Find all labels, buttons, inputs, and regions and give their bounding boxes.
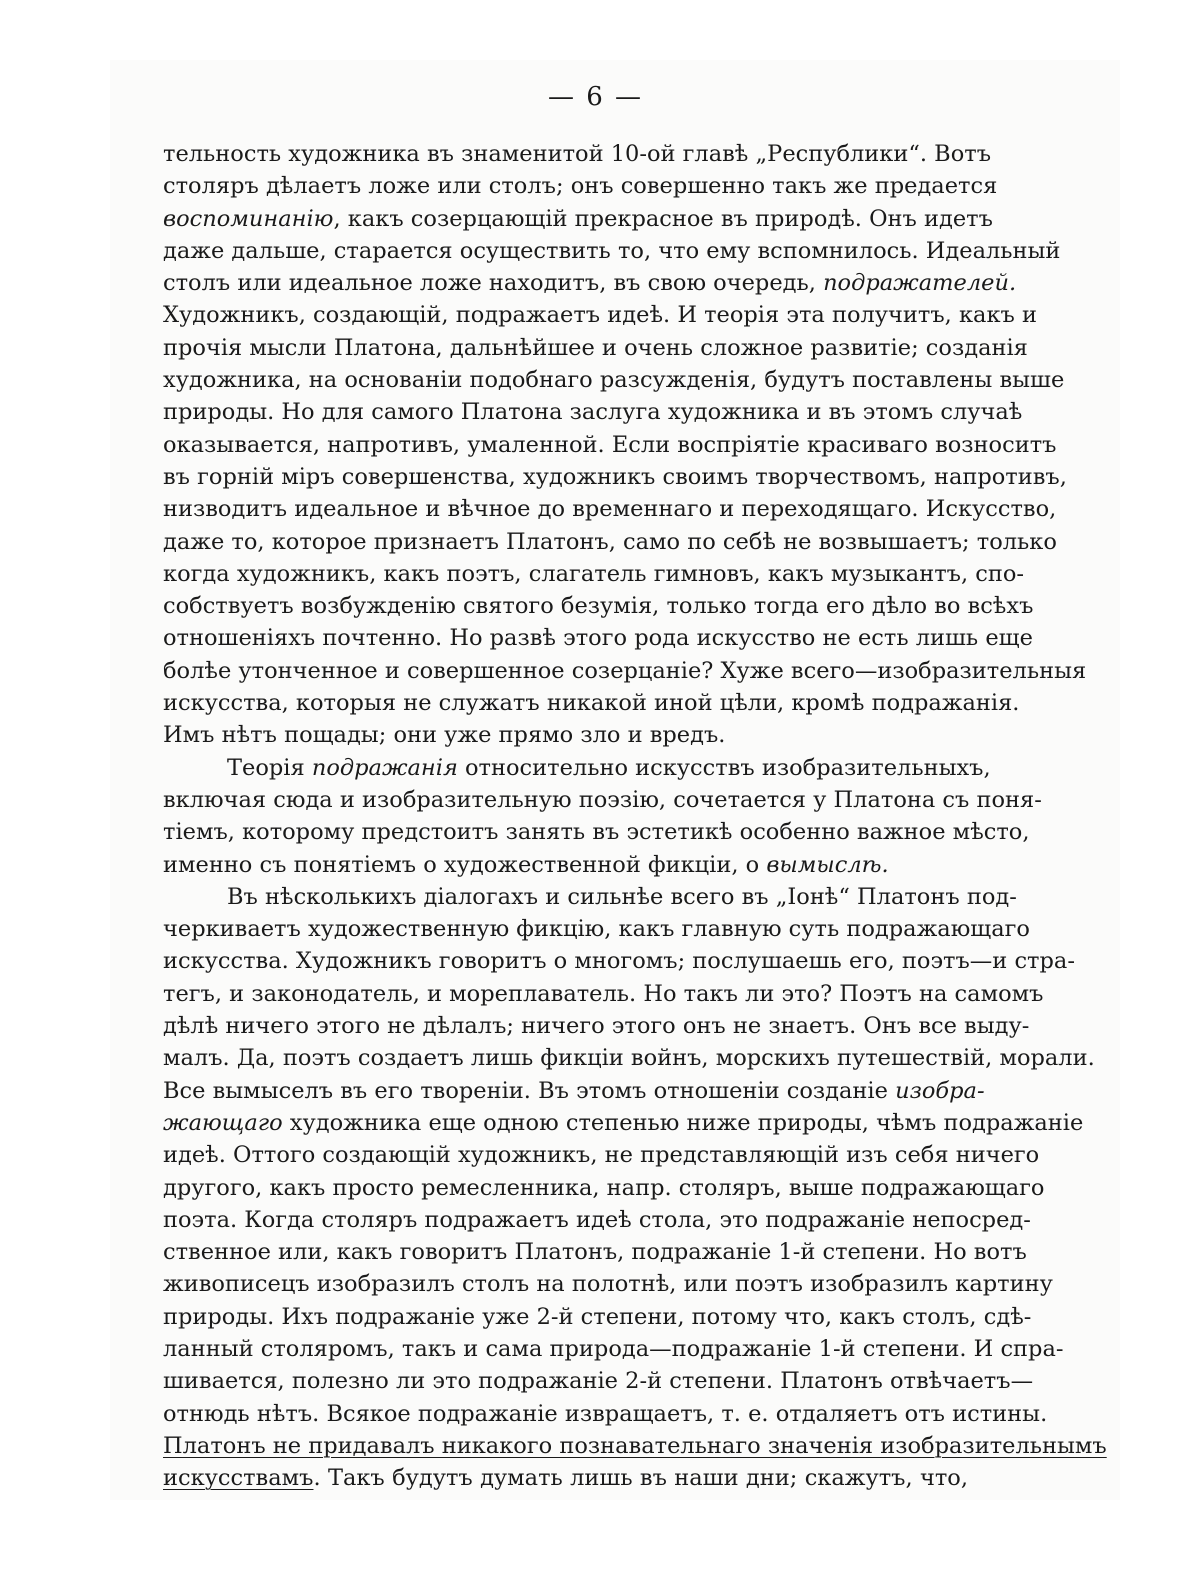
text-line — [163, 978, 1044, 1010]
text-line — [163, 493, 1057, 525]
line-text: художника, на основаніи подобнаго разсужденія, будутъ поставлены выше — [163, 367, 1065, 394]
line-text: малъ. Да, поэтъ создаетъ лишь фикціи войнъ, морскихъ путешествій, морали. — [163, 1045, 1095, 1072]
line-text: ланный столяромъ, такъ и сама природа—подражаніе 1-й степени. И спра- — [163, 1335, 1064, 1362]
text-line — [163, 913, 1030, 945]
text-line — [163, 1010, 1030, 1042]
line-text: Художникъ, создающій, подражаетъ идеѣ. И теорія эта получитъ, какъ и — [163, 302, 1037, 329]
text-line — [163, 526, 1057, 558]
line-text: искусства, которыя не служатъ никакой иной цѣли, кромѣ подражанія. — [163, 690, 1020, 717]
text-line — [163, 1430, 1107, 1462]
text-line — [163, 655, 1087, 687]
text-line — [163, 752, 991, 784]
text-line — [163, 1075, 985, 1107]
line-text: черкиваетъ художественную фикцію, какъ главную суть подражающаго — [163, 916, 1030, 943]
italic-text: вымыслѣ. — [766, 851, 889, 878]
line-text: шивается, полезно ли это подражаніе 2-й степени. Платонъ отвѣчаетъ— — [163, 1368, 1034, 1395]
text-line — [163, 170, 998, 202]
italic-text: подражанія — [311, 754, 458, 781]
text-line — [163, 1042, 1095, 1074]
text-line — [163, 719, 968, 751]
line-text: Въ нѣсколькихъ діалогахъ и сильнѣе всего въ „Іонѣ“ Платонъ под- — [227, 883, 1017, 910]
page-number: — 6 — — [547, 82, 644, 112]
underlined-text: искусствамъ — [163, 1465, 314, 1492]
line-text: относительно искусствъ изобразительныхъ, — [457, 754, 991, 781]
line-text: даже дальше, старается осуществить то, что ему вспомнилось. Идеальный — [163, 237, 1061, 264]
line-text: природы. Но для самого Платона заслуга художника и въ этомъ случаѣ — [163, 399, 1023, 426]
text-line — [163, 364, 1065, 396]
line-text: Платонъ не придавалъ никакого познавательнаго значенія изобразительнымъ — [163, 1432, 1107, 1459]
line-text: болѣе утонченное и совершенное созерцаніе? Хуже всего—изобразительныя — [163, 657, 1087, 684]
text-line — [163, 1398, 1048, 1430]
text-line — [163, 396, 1023, 428]
text-line — [163, 590, 1034, 622]
line-text: Все вымыселъ въ его твореніи. Въ этомъ отношеніи созданіе — [163, 1077, 896, 1104]
line-text: именно съ понятіемъ о художественной фикціи, о — [163, 851, 767, 878]
line-text: когда художникъ, какъ поэтъ, слагатель гимновъ, какъ музыкантъ, спо- — [163, 560, 1025, 587]
text-line — [163, 1172, 1045, 1204]
line-text: отнюдь нѣтъ. Всякое подражаніе извращаетъ, т. е. отдаляетъ отъ истины. — [163, 1400, 1048, 1427]
line-text: живописецъ изобразилъ столъ на полотнѣ, или поэтъ изобразилъ картину — [163, 1271, 1053, 1298]
line-text: природы. Ихъ подражаніе уже 2-й степени, потому что, какъ столъ, сдѣ- — [163, 1303, 1032, 1330]
text-line — [163, 1236, 1027, 1268]
line-text: . Такъ будутъ думать лишь въ наши дни; скажутъ, что, — [313, 1465, 968, 1492]
text-line — [163, 1301, 1032, 1333]
line-text: другого, какъ просто ремесленника, напр. столяръ, выше подражающаго — [163, 1174, 1045, 1201]
text-line — [163, 203, 993, 235]
text-line — [163, 1365, 1034, 1397]
line-text: Имъ нѣтъ пощады; они уже прямо зло и вредъ. — [163, 722, 726, 749]
line-text: искусства. Художникъ говоритъ о многомъ; послушаешь его, поэтъ—и стра- — [163, 948, 1075, 975]
text-line — [163, 784, 1042, 816]
body-text — [163, 138, 1107, 1494]
text-line — [163, 461, 1067, 493]
text-line — [163, 622, 1033, 654]
line-text: поэта. Когда столяръ подражаетъ идеѣ стола, это подражаніе непосред- — [163, 1206, 1031, 1233]
line-text: прочія мысли Платона, дальнѣйшее и очень сложное развитіе; созданія — [163, 334, 1028, 361]
text-line — [163, 299, 1037, 331]
line-text: даже то, которое признаетъ Платонъ, само по себѣ не возвышаетъ; только — [163, 528, 1057, 555]
text-line — [163, 558, 1025, 590]
line-text: художника еще одною степенью ниже природы, чѣмъ подражаніе — [282, 1109, 1084, 1136]
line-text: оказывается, напротивъ, умаленной. Если воспріятіе красиваго возноситъ — [163, 431, 1057, 458]
line-text: отношеніяхъ почтенно. Но развѣ этого рода искусство не есть лишь еще — [163, 625, 1033, 652]
line-text: Теорія — [227, 754, 312, 781]
text-line — [163, 1462, 968, 1494]
line-text: столяръ дѣлаетъ ложе или столъ; онъ совершенно такъ же предается — [163, 173, 998, 200]
text-line — [163, 1107, 1084, 1139]
text-line — [163, 138, 992, 170]
text-line — [163, 1268, 1053, 1300]
text-line — [163, 267, 1017, 299]
line-text: столъ или идеальное ложе находитъ, въ свою очередь, — [163, 270, 824, 297]
line-text: включая сюда и изобразительную поэзію, сочетается у Платона съ поня- — [163, 786, 1042, 813]
text-line — [163, 1204, 1031, 1236]
italic-text: подражателей. — [823, 270, 1017, 297]
text-line — [163, 1333, 1064, 1365]
italic-text: жающаго — [163, 1109, 283, 1136]
text-line — [163, 945, 1075, 977]
line-text: тегъ, и законодатель, и мореплаватель. Но такъ ли это? Поэтъ на самомъ — [163, 980, 1044, 1007]
line-text: въ горній міръ совершенства, художникъ своимъ творчествомъ, напротивъ, — [163, 463, 1067, 490]
text-line — [163, 816, 1030, 848]
text-line — [163, 881, 1017, 913]
line-text: тіемъ, которому предстоитъ занять въ эстетикѣ особенно важное мѣсто, — [163, 819, 1030, 846]
line-text: тельность художника въ знаменитой 10-ой главѣ „Республики“. Вотъ — [163, 141, 992, 167]
text-line — [163, 849, 968, 881]
text-line — [163, 1139, 1040, 1171]
line-text: дѣлѣ ничего этого не дѣлалъ; ничего этого онъ не знаетъ. Онъ все выду- — [163, 1013, 1030, 1040]
line-text: низводитъ идеальное и вѣчное до временнаго и переходящаго. Искусство, — [163, 496, 1057, 523]
text-line — [163, 687, 1020, 719]
italic-text: изобра- — [895, 1077, 985, 1104]
line-text: , какъ созерцающій прекрасное въ природѣ. Онъ идетъ — [333, 205, 993, 232]
line-text: ственное или, какъ говоритъ Платонъ, подражаніе 1-й степени. Но вотъ — [163, 1239, 1027, 1266]
line-text: собствуетъ возбужденію святого безумія, только тогда его дѣло во всѣхъ — [163, 593, 1034, 620]
text-line — [163, 429, 1057, 461]
text-line — [163, 332, 1028, 364]
text-line — [163, 235, 1061, 267]
line-text: идеѣ. Оттого создающій художникъ, не представляющій изъ себя ничего — [163, 1142, 1040, 1169]
italic-text: воспоминанію — [163, 205, 334, 232]
